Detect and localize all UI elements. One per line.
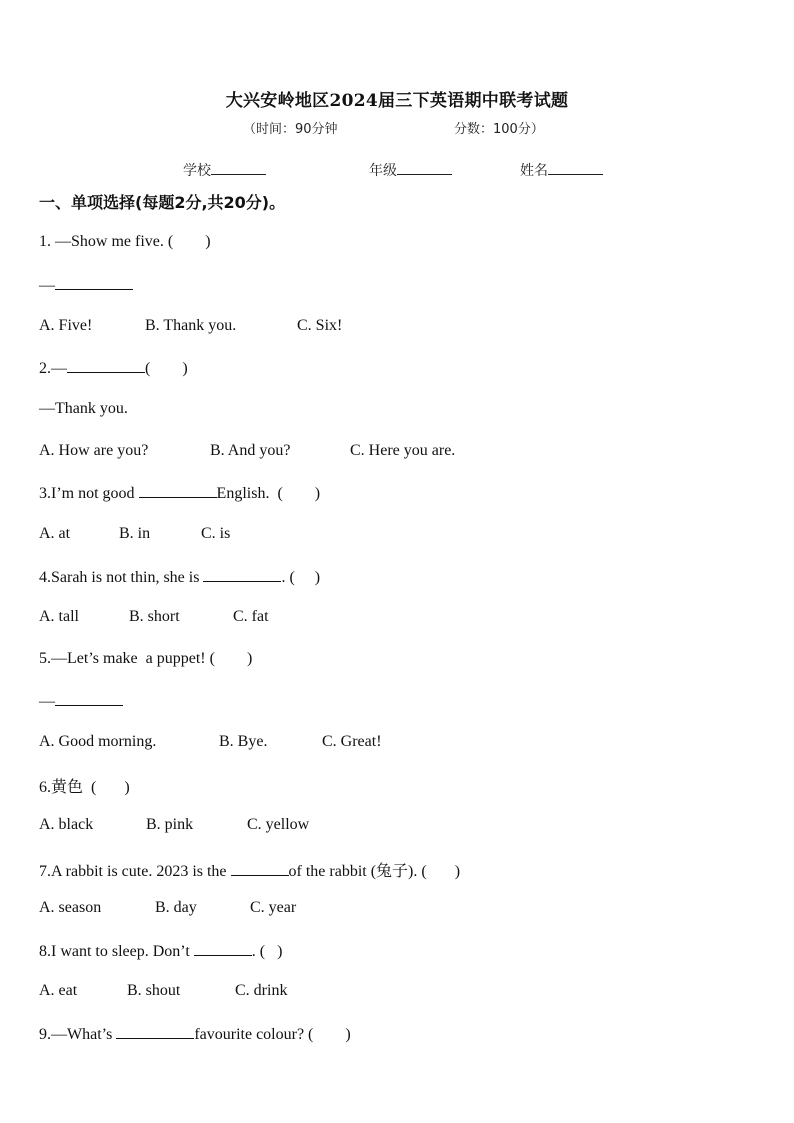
- grade-blank: [397, 162, 452, 175]
- option-b: B. And you?: [210, 442, 291, 459]
- option-c: C. yellow: [247, 816, 310, 833]
- option-c: C. year: [250, 899, 297, 916]
- school-label: 学校: [183, 163, 211, 179]
- question-5-options: [39, 733, 382, 751]
- question-2-stem: [39, 358, 188, 378]
- name-blank: [548, 162, 603, 175]
- question-3-options: [39, 525, 230, 543]
- option-c: C. Six!: [297, 317, 343, 334]
- option-a: A. black: [39, 816, 94, 833]
- question-7-stem: [39, 858, 460, 881]
- question-2-options: [39, 442, 455, 460]
- answer-blank: [194, 941, 252, 956]
- question-7-options: [39, 899, 296, 917]
- option-a: A. tall: [39, 608, 79, 625]
- question-6-stem: 6.黄色 ( ): [39, 779, 130, 796]
- stem-prefix: 7.A rabbit is cute. 2023 is the: [39, 863, 231, 880]
- stem-prefix: 3.I’m not good: [39, 485, 139, 502]
- question-3-stem: [39, 483, 320, 503]
- stem-prefix: 9.—What’s: [39, 1026, 117, 1043]
- question-6-options: [39, 816, 309, 834]
- option-a: A. eat: [39, 982, 78, 999]
- option-b: B. Bye.: [219, 733, 268, 750]
- stem-prefix: 4.Sarah is not thin, she is: [39, 569, 204, 586]
- section-heading: 一、单项选择(每题2分,共20分)。: [39, 193, 286, 212]
- answer-blank: [67, 358, 145, 373]
- stem-suffix: ( ): [145, 360, 188, 377]
- option-b: B. shout: [127, 982, 181, 999]
- option-a: A. season: [39, 899, 102, 916]
- stem-suffix: favourite colour? ( ): [194, 1026, 351, 1043]
- grade-label: 年级: [369, 163, 397, 179]
- answer-blank: [55, 275, 133, 290]
- option-c: C. Great!: [322, 733, 382, 750]
- question-1-options: [39, 317, 342, 335]
- exam-title: 大兴安岭地区2024届三下英语期中联考试题: [225, 91, 569, 111]
- question-4-options: [39, 608, 269, 626]
- question-4-stem: [39, 567, 320, 587]
- option-c: C. Here you are.: [350, 442, 456, 459]
- question-8-stem: [39, 941, 282, 961]
- school-field: [183, 160, 266, 180]
- answer-blank: [203, 567, 281, 582]
- question-9-stem: [39, 1024, 351, 1044]
- question-5-stem: 5.—Let’s make a puppet! ( ): [39, 650, 253, 667]
- question-1-reply: [39, 275, 133, 295]
- answer-blank: [116, 1024, 194, 1039]
- option-c: C. is: [201, 525, 231, 542]
- stem-suffix: . ( ): [281, 569, 321, 586]
- stem-suffix: . ( ): [251, 943, 283, 960]
- answer-blank: [55, 691, 123, 706]
- option-b: B. in: [119, 525, 151, 542]
- option-a: A. Five!: [39, 317, 93, 334]
- stem-prefix: 8.I want to sleep. Don’t: [39, 943, 194, 960]
- stem-suffix: of the rabbit (兔子). ( ): [288, 863, 461, 880]
- option-c: C. fat: [233, 608, 269, 625]
- question-2-reply: —Thank you.: [39, 400, 128, 417]
- option-b: B. Thank you.: [145, 317, 237, 334]
- question-1-stem: 1. —Show me five. ( ): [39, 233, 211, 250]
- exam-time: （时间：90分钟: [243, 122, 338, 137]
- grade-field: [369, 160, 452, 180]
- option-b: B. pink: [146, 816, 194, 833]
- school-blank: [211, 162, 266, 175]
- name-label: 姓名: [520, 163, 548, 179]
- stem-prefix: 2.—: [39, 360, 67, 377]
- option-a: A. at: [39, 525, 71, 542]
- reply-dash: —: [39, 277, 55, 294]
- stem-suffix: English. ( ): [216, 485, 321, 502]
- exam-score: 分数：100分）: [454, 122, 544, 137]
- option-a: A. How are you?: [39, 442, 149, 459]
- answer-blank: [231, 861, 289, 876]
- option-b: B. short: [129, 608, 180, 625]
- question-8-options: [39, 982, 287, 1000]
- option-a: A. Good morning.: [39, 733, 157, 750]
- question-5-reply: [39, 691, 123, 711]
- answer-blank: [139, 483, 217, 498]
- reply-dash: —: [39, 693, 55, 710]
- option-c: C. drink: [235, 982, 288, 999]
- name-field: [520, 160, 603, 180]
- option-b: B. day: [155, 899, 197, 916]
